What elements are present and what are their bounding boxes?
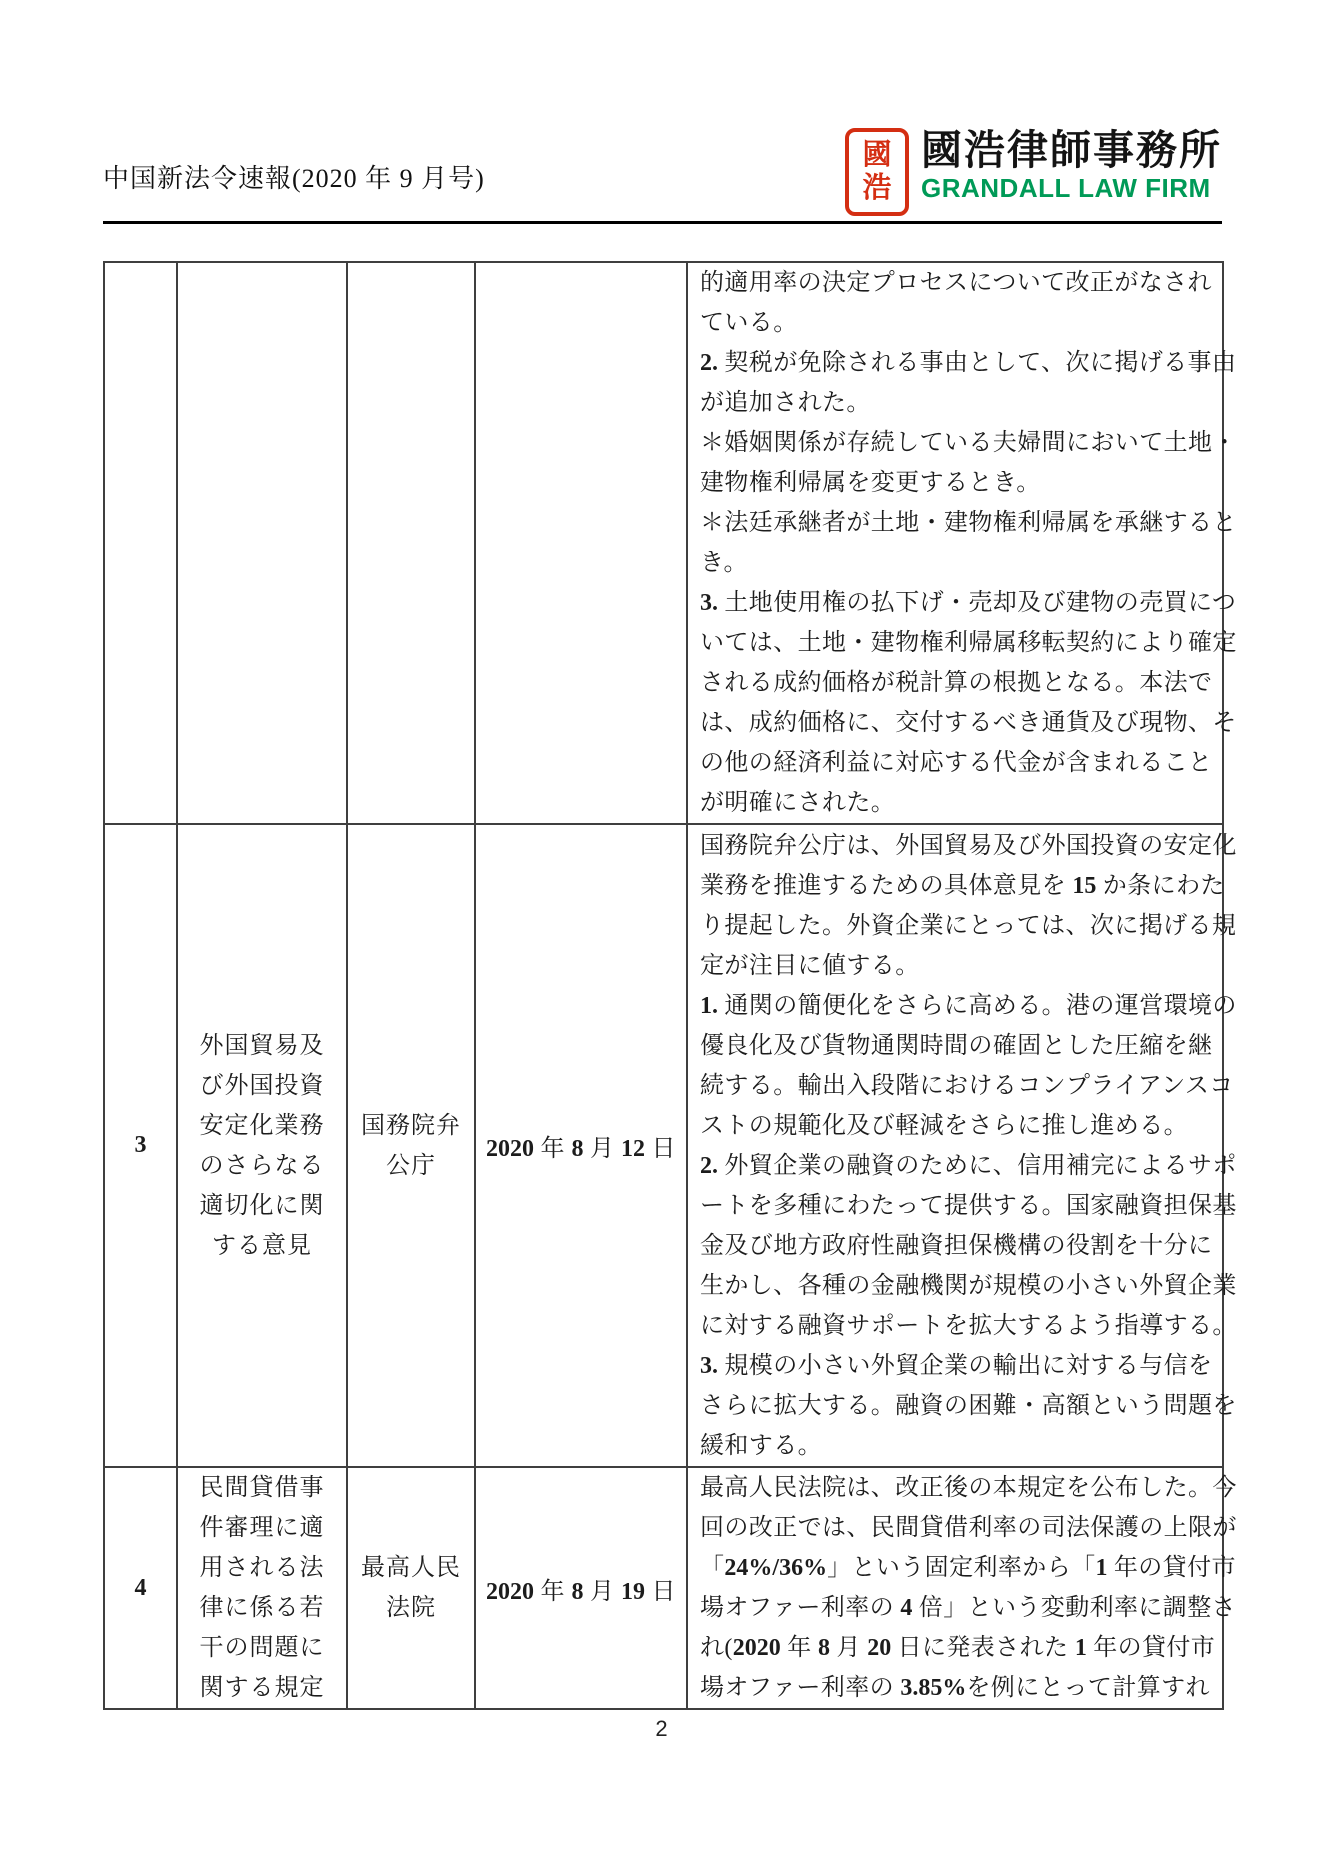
text-line: 最高人民法院は、改正後の本規定を公布した。今 (700, 1475, 1237, 1501)
text-line: 国務院弁 (361, 1112, 461, 1139)
text-line: 安定化業務 (199, 1112, 325, 1139)
authority-cell (347, 262, 475, 824)
firm-name-en: GRANDALL LAW FIRM (921, 173, 1211, 203)
text-line: ートを多種にわたって提供する。国家融資担保基 (700, 1192, 1237, 1219)
text-line: 生かし、各種の金融機関が規模の小さい外貿企業 (700, 1272, 1237, 1299)
page-number: 2 (655, 1716, 668, 1741)
text-line: 1. 通関の簡便化をさらに高める。港の運営環境の (700, 992, 1237, 1019)
text-line: ストの規範化及び軽減をさらに推し進める。 (700, 1112, 1188, 1139)
text-line: 定が注目に値する。 (700, 952, 920, 979)
text-line: 適切化に関 (199, 1192, 325, 1219)
table-row-4 (104, 1467, 1223, 1709)
authority-text (348, 1548, 474, 1628)
header-divider (103, 221, 1222, 224)
text-line: 公庁 (386, 1152, 436, 1179)
text-line: 法院 (386, 1595, 436, 1621)
text-line: 場オファー利率の 3.85%を例にとって計算すれ (700, 1675, 1210, 1701)
law-title-text (178, 1026, 346, 1266)
law-summary-table (103, 261, 1237, 1710)
text-line: ＊婚姻関係が存続している夫婦間において土地・ (700, 430, 1237, 456)
date-cell (475, 262, 687, 824)
seal-char-bottom: 浩 (862, 172, 892, 204)
date-cell: 2020 年 8 月 19 日 (475, 1467, 687, 1709)
table-row-3 (104, 824, 1223, 1467)
description-cell (687, 262, 1237, 824)
grandall-logo (845, 126, 1222, 216)
text-line: れ(2020 年 8 月 20 日に発表された 1 年の貸付市 (700, 1635, 1216, 1661)
text-line: 2. 外貿企業の融資のために、信用補完によるサポ (700, 1152, 1237, 1179)
text-line: 回の改正では、民間貸借利率の司法保護の上限が (700, 1515, 1237, 1541)
text-line: 「24%/36%」という固定利率から「1 年の貸付市 (700, 1555, 1236, 1581)
authority-text (348, 1106, 474, 1186)
text-line: 3. 規模の小さい外貿企業の輸出に対する与信を (700, 1352, 1213, 1379)
text-line: 民間貸借事 (199, 1475, 325, 1501)
text-line: ている。 (700, 310, 798, 336)
text-line: が明確にされた。 (700, 790, 896, 816)
row-number-cell (104, 262, 177, 824)
text-line: いては、土地・建物権利帰属移転契約により確定 (700, 630, 1237, 656)
text-line: 最高人民 (361, 1555, 461, 1581)
row-number-cell: 4 (104, 1467, 177, 1709)
row-number-cell: 3 (104, 824, 177, 1467)
firm-name-cjk: 國浩律師事務所 (921, 127, 1222, 173)
text-line: 用される法 (199, 1555, 325, 1581)
authority-cell (347, 1467, 475, 1709)
text-line: 件審理に適 (199, 1515, 325, 1541)
text-line: さらに拡大する。融資の困難・高額という問題を (700, 1392, 1237, 1419)
text-line: に対する融資サポートを拡大するよう指導する。 (700, 1312, 1237, 1339)
law-title-cell (177, 262, 347, 824)
grandall-seal-icon (845, 128, 909, 216)
law-title-cell (177, 1467, 347, 1709)
newsletter-title: 中国新法令速報(2020 年 9 月号) (103, 164, 485, 193)
text-line: き。 (700, 550, 748, 576)
text-line: 続する。輸出入段階におけるコンプライアンスコ (700, 1072, 1234, 1099)
text-line: される成約価格が税計算の根拠となる。本法で (700, 670, 1213, 696)
date-cell: 2020 年 8 月 12 日 (475, 824, 687, 1467)
text-line: 国務院弁公庁は、外国貿易及び外国投資の安定化 (700, 832, 1237, 859)
law-title-text (178, 1468, 346, 1708)
table-row-continuation (104, 262, 1223, 824)
text-line: 的適用率の決定プロセスについて改正がなされ (700, 270, 1212, 296)
authority-cell (347, 824, 475, 1467)
text-line: 優良化及び貨物通関時間の確固とした圧縮を継 (700, 1032, 1213, 1059)
text-line: 関する規定 (199, 1675, 325, 1701)
text-line: は、成約価格に、交付するべき通貨及び現物、そ (700, 710, 1237, 736)
text-line: のさらなる (199, 1152, 325, 1179)
description-cell (687, 1467, 1237, 1709)
seal-char-top: 國 (862, 139, 892, 171)
text-line: 3. 土地使用権の払下げ・売却及び建物の売買につ (700, 590, 1237, 616)
text-line: 建物権利帰属を変更するとき。 (700, 470, 1041, 496)
text-line: が追加された。 (700, 390, 871, 416)
text-line: 場オファー利率の 4 倍」という変動利率に調整さ (700, 1595, 1237, 1621)
law-title-cell (177, 824, 347, 1467)
text-line: 外国貿易及 (199, 1032, 325, 1059)
text-line: ＊法廷承継者が土地・建物権利帰属を承継すると (700, 510, 1237, 536)
text-line: り提起した。外資企業にとっては、次に掲げる規 (700, 912, 1237, 939)
description-text (688, 826, 1237, 1466)
text-line: 律に係る若 (199, 1595, 325, 1621)
text-line: する意見 (212, 1232, 312, 1259)
description-text (688, 263, 1237, 823)
description-text (688, 1468, 1237, 1708)
text-line: 緩和する。 (700, 1432, 822, 1459)
text-line: 2. 契税が免除される事由として、次に掲げる事由 (700, 350, 1237, 376)
text-line: 干の問題に (199, 1635, 325, 1661)
text-line: 業務を推進するための具体意見を 15 か条にわた (700, 872, 1225, 899)
text-line: び外国投資 (199, 1072, 325, 1099)
text-line: 金及び地方政府性融資担保機構の役割を十分に (700, 1232, 1213, 1259)
description-cell (687, 824, 1237, 1467)
text-line: の他の経済利益に対応する代金が含まれること (700, 750, 1213, 776)
firm-name-block (921, 126, 1222, 202)
